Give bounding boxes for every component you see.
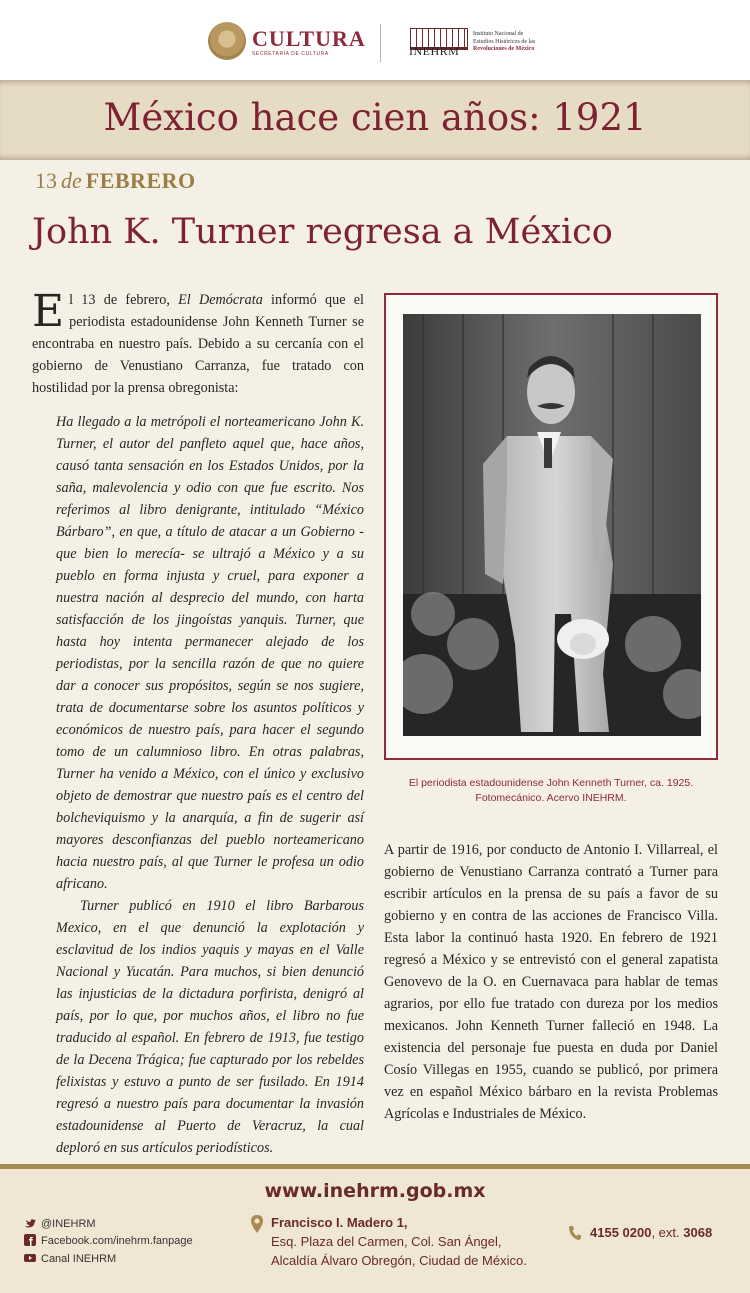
quote-paragraph: Ha llegado a la metrópoli el norteamericano John K. Turner, el autor del panfleto aquel que, hace años, causó tanta sensación en los Estados Unidos, por la saña, malevolencia y odio con que fue escrito. Nos referimos al libro denigrante, intitulado “México Bárbaro”, en que, a título de atacar a un Gobierno -que bien lo merecía- se ultrajó a México y a su pueblo en forma injusta y cruel, para exponer a nuestra nación al desprecio del mundo, con harta satisfacción de los jingoístas yanquis. Turner, que hasta hoy intenta permanecer alejado de los periodistas, por la sencilla razón de que no quiere dar a conocer sus propósitos, según se nos sugiere, trata de documentarse sobre los asuntos políticos y económicos de nuestro país, para hacer el segundo tomo de un calumnioso libro. En otras palabras, Turner ha venido a México, con el único y exclusivo objeto de demostrar que nuestro país es el centro del bolcheviquismo y la anarquía, a fin de sugerir así mayores desconfianzas del pueblo norteamericano hacia nuestro país, al que Turner le profesa un odio africano. — [56, 414, 364, 892]
phone-icon — [568, 1225, 582, 1241]
article-closing: A partir de 1916, por conducto de Antonio I. Villarreal, el gobierno de Venustiano Carranza contrató a Turner para escribir artículos en la prensa de su país a favor de su gobierno y en contra de las acciones de Francisco Villa. Esta labor la continuó hasta 1920. En febrero de 1921 regresó a México y se entrevistó con el general zapatista Genovevo de la O. en Cuernavaca para hablar de temas agrarios, por ello fue tratado con dureza por los medios mexicanos. John Kenneth Turner falleció en 1948. La existencia del personaje fue puesta en duda por Daniel Cosío Villegas en 1955, cuando se publicó, por primera vez en español México bárbaro en la revista Problemas Agrícolas e Industriales de México. — [384, 842, 718, 1122]
twitter-link[interactable]: @INEHRM — [24, 1217, 96, 1230]
cultura-logo-text: CULTURA — [252, 26, 366, 51]
inehrm-logo-abbr: INEHRM — [409, 44, 460, 58]
drop-cap: E — [32, 286, 65, 337]
address: Francisco I. Madero 1, Esq. Plaza del Carmen, Col. San Ángel, Alcaldía Álvaro Obregón, Ciudad de México. — [271, 1215, 527, 1268]
article-quote — [56, 411, 364, 1159]
article-intro: El 13 de febrero, El Demócrata informó que el periodista estadounidense John Kenneth Turner se encontraba en nuestro país. Debido a su cercanía con el gobierno de Venustiano Carranza, fue tratado con hostilidad por la prensa obregonista: — [32, 286, 364, 396]
cultura-emblem-icon — [208, 22, 246, 60]
logo-divider — [380, 24, 381, 62]
facebook-link[interactable]: Facebook.com/inehrm.fanpage — [24, 1234, 193, 1247]
phone-number[interactable]: 4155 0200, ext. 3068 — [590, 1225, 713, 1240]
article-headline: John K. Turner regresa a México — [32, 212, 613, 252]
youtube-icon — [24, 1252, 36, 1264]
youtube-link[interactable]: Canal INEHRM — [24, 1252, 116, 1265]
photo-caption: El periodista estadounidense John Kenneth Turner, ca. 1925. Fotomecánico. Acervo INEHRM. — [408, 777, 694, 804]
article-date: 13 de FEBRERO — [35, 168, 196, 193]
top-header — [0, 0, 750, 80]
facebook-icon — [24, 1234, 36, 1246]
inehrm-logo-fullname: Instituto Nacional de Estudios Históricos de las Revoluciones de México — [473, 31, 536, 52]
location-pin-icon — [251, 1215, 263, 1233]
series-title: México hace cien años: 1921 — [103, 96, 647, 139]
cultura-logo-subtitle: SECRETARÍA DE CULTURA — [252, 51, 329, 57]
twitter-icon — [24, 1217, 36, 1229]
website-link[interactable]: www.inehrm.gob.mx — [264, 1180, 486, 1202]
turner-portrait-photo — [403, 314, 701, 736]
quote-paragraph: Turner publicó en 1910 el libro Barbarous Mexico, en el que denunció la explotación y esclavitud de los indios yaquis y mayas en el Valle Nacional y Yucatán. Para muchos, si bien denunció las injusticias de la dictadura porfirista, denigró al país, por lo que, por muchos años, el libro no fue traducido al español. En febrero de 1913, fue testigo de la Decena Trágica; fue capturado por los rebeldes felixistas y estuvo a punto de ser fusilado. En 1914 regresó a nuestro país para documentar la invasión estadounidense al Puerto de Veracruz, la cual deploró en sus artículos periodísticos. — [56, 898, 364, 1156]
